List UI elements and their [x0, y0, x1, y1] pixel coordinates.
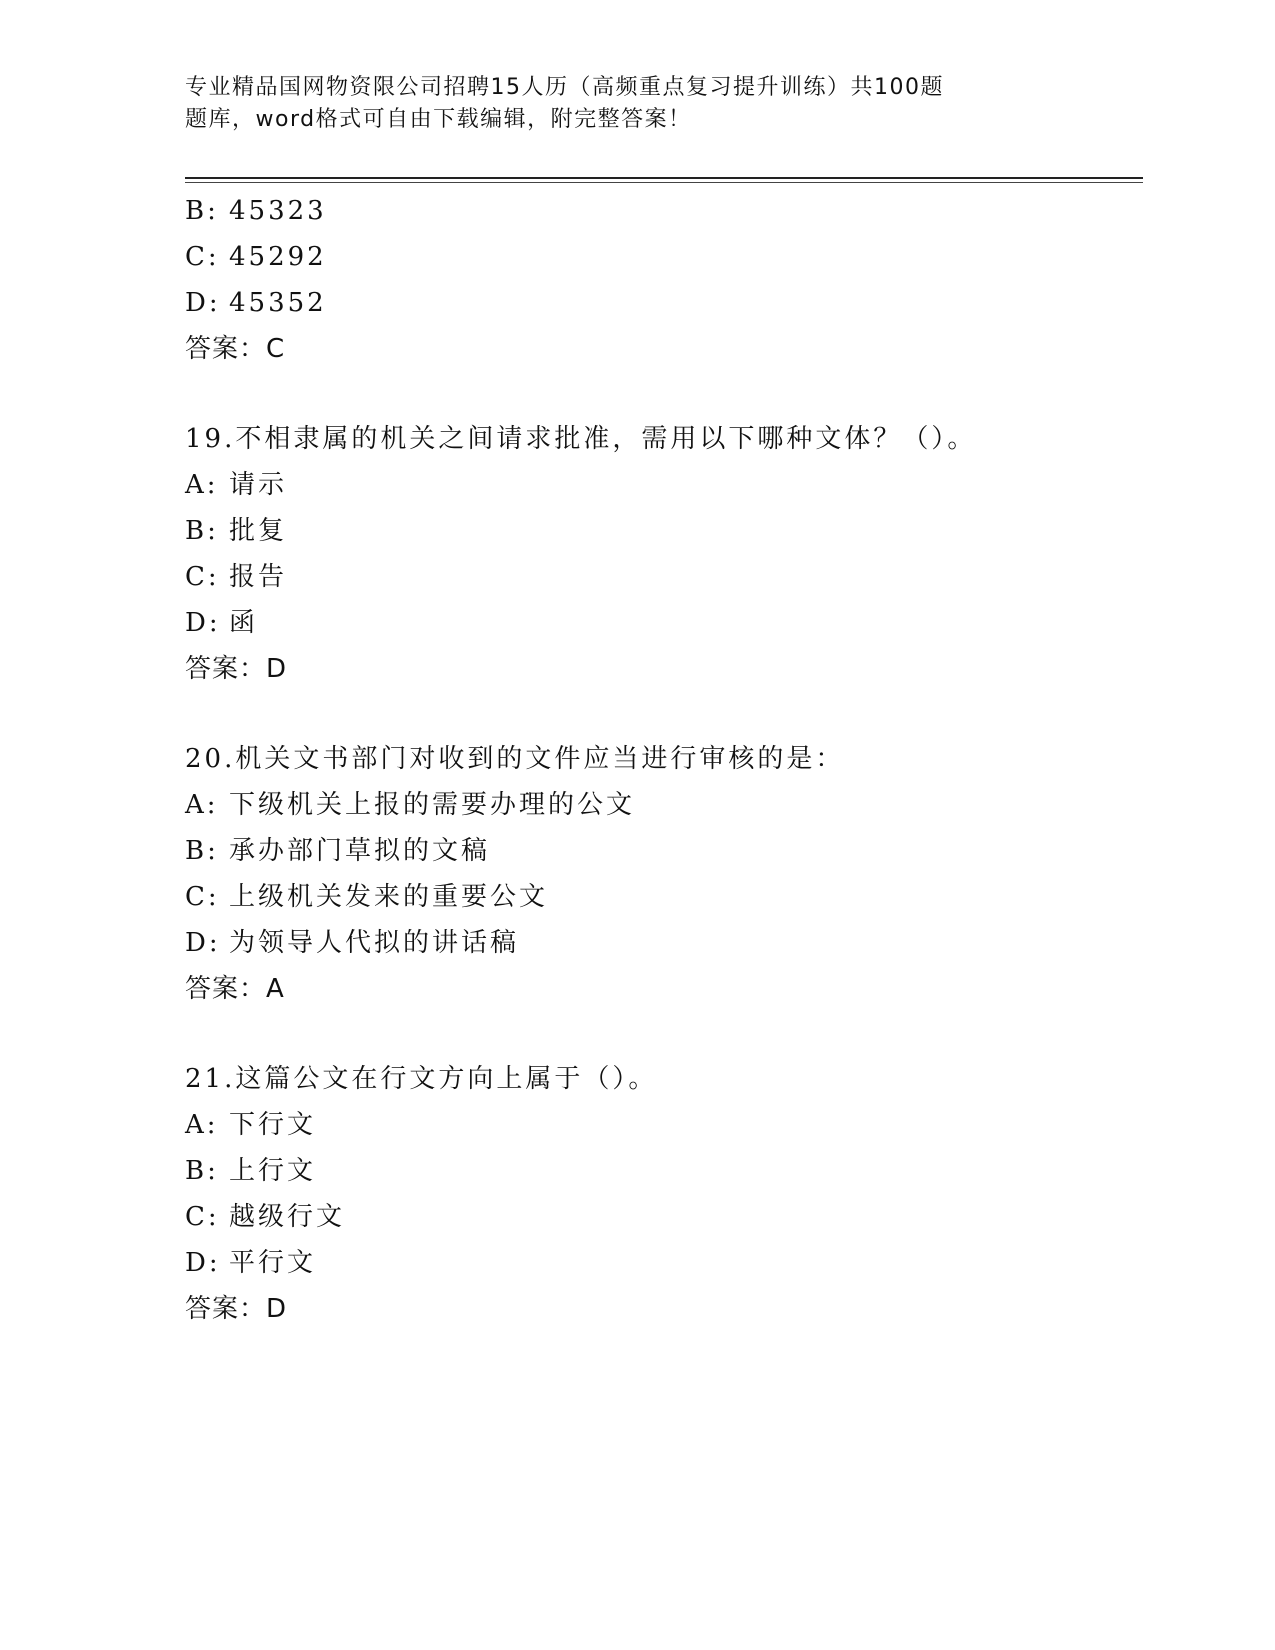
- spacer: [185, 1012, 1143, 1056]
- question-21: [185, 1056, 1143, 1332]
- question-20: [185, 736, 1143, 1012]
- question-stem: 20.机关文书部门对收到的文件应当进行审核的是：: [185, 744, 845, 774]
- spacer: [185, 692, 1143, 736]
- option-d: D: 45352: [185, 288, 327, 318]
- answer-line: 答案：D: [185, 654, 288, 684]
- option-c: C: 上级机关发来的重要公文: [185, 882, 549, 912]
- option-a: A: 下行文: [185, 1110, 317, 1140]
- header-divider-thick: [185, 177, 1143, 179]
- header-title-line-2: 题库，word格式可自由下载编辑，附完整答案！: [185, 107, 692, 132]
- option-a: A: 下级机关上报的需要办理的公文: [185, 790, 636, 820]
- answer-line: 答案：C: [185, 334, 286, 364]
- option-c: C: 45292: [185, 242, 327, 272]
- option-b: B: 批复: [185, 516, 288, 546]
- option-b: B: 承办部门草拟的文稿: [185, 836, 491, 866]
- header-title-line-1: 专业精品国网物资限公司招聘15人历（高频重点复习提升训练）共100题: [185, 75, 944, 100]
- option-d: D: 平行文: [185, 1248, 317, 1278]
- option-b: B: 45323: [185, 196, 327, 226]
- answer-line: 答案：D: [185, 1294, 288, 1324]
- option-c: C: 报告: [185, 562, 288, 592]
- option-d: D: 为领导人代拟的讲话稿: [185, 928, 520, 958]
- question-18-partial: [185, 188, 1143, 372]
- option-d: D: 函: [185, 608, 259, 638]
- option-b: B: 上行文: [185, 1156, 317, 1186]
- question-stem: 21.这篇公文在行文方向上属于（）。: [185, 1064, 658, 1094]
- page-header: [185, 72, 1025, 136]
- option-a: A: 请示: [185, 470, 288, 500]
- question-content: [185, 188, 1143, 1332]
- question-stem: 19.不相隶属的机关之间请求批准，需用以下哪种文体？（）。: [185, 424, 977, 454]
- option-c: C: 越级行文: [185, 1202, 346, 1232]
- answer-line: 答案：A: [185, 974, 285, 1004]
- header-divider-thin: [185, 182, 1143, 183]
- question-19: [185, 416, 1143, 692]
- spacer: [185, 372, 1143, 416]
